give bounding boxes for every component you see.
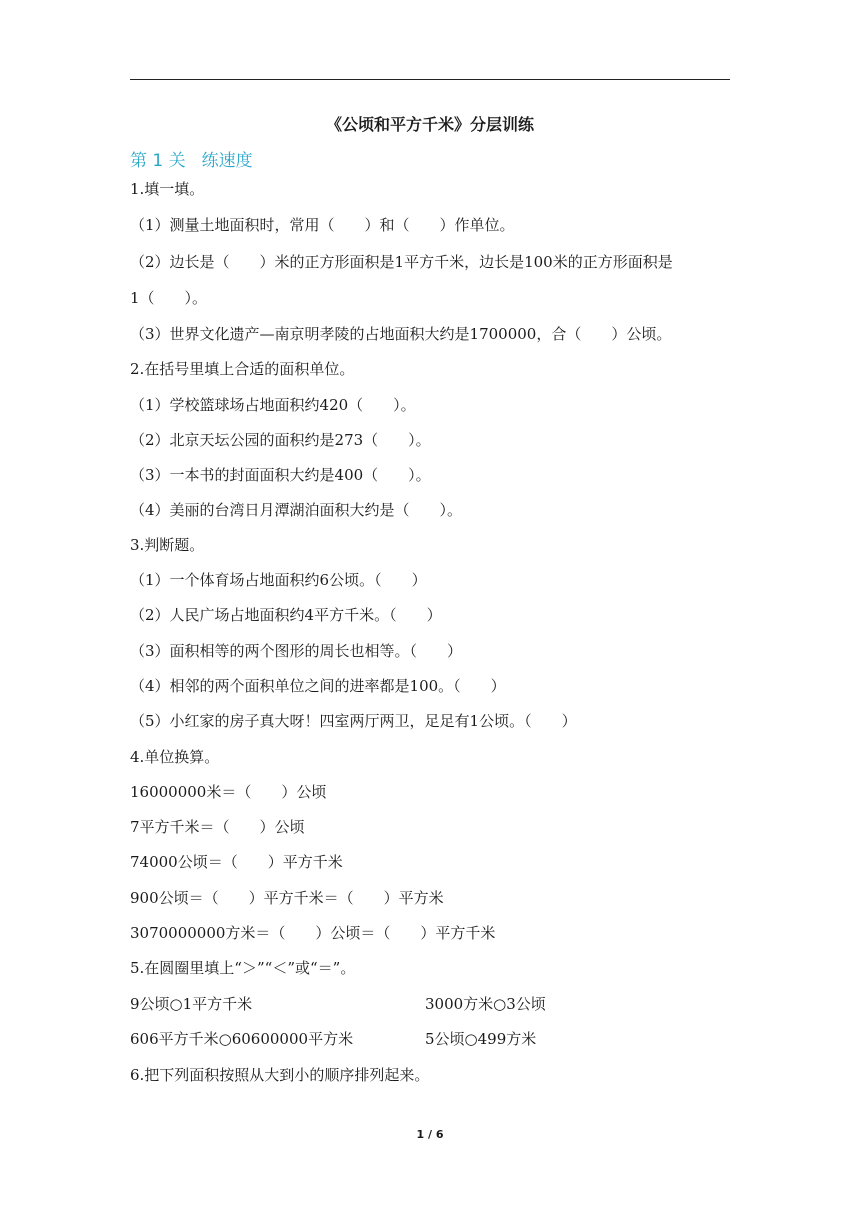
question-6-heading: 6.把下列面积按照从大到小的顺序排列起来。 [130,1066,430,1084]
question-3-item-1: （1）一个体育场占地面积约6公顷。（ ） [130,571,427,589]
question-4-heading: 4.单位换算。 [130,748,220,766]
question-3-heading: 3.判断题。 [130,536,205,554]
question-2-item-2: （2）北京天坛公园的面积约是273（ ）。 [130,431,431,449]
question-3-item-3: （3）面积相等的两个图形的周长也相等。（ ） [130,642,463,660]
question-5-item-1: 9公顷○1平方千米 [130,995,253,1013]
question-2-item-4: （4）美丽的台湾日月潭湖泊面积大约是（ ）。 [130,501,463,519]
question-4-item-2: 7平方千米＝（ ）公顷 [130,818,305,836]
header-rule [130,79,730,80]
question-3-item-5: （5）小红家的房子真大呀！四室两厅两卫，足足有1公顷。（ ） [130,712,577,730]
question-2-heading: 2.在括号里填上合适的面积单位。 [130,360,355,378]
question-4-item-1: 16000000米＝（ ）公顷 [130,783,327,801]
question-4-item-3: 74000公顷＝（ ）平方千米 [130,853,343,871]
question-2-item-3: （3）一本书的封面面积大约是400（ ）。 [130,466,431,484]
question-4-item-4: 900公顷＝（ ）平方千米＝（ ）平方米 [130,889,444,907]
question-5-item-4: 5公顷○499方米 [425,1030,537,1048]
page-number: 1 / 6 [416,1128,444,1141]
question-1-item-2-cont: 1（ ）。 [130,289,208,307]
question-1-item-2: （2）边长是（ ）米的正方形面积是1平方千米，边长是100米的正方形面积是 [130,253,673,271]
section-name: 练速度 [201,151,253,171]
question-1-item-1: （1）测量土地面积时，常用（ ）和（ ）作单位。 [130,216,515,234]
question-1-item-3: （3）世界文化遗产—南京明孝陵的占地面积大约是1700000，合（ ）公顷。 [130,325,672,343]
question-5-heading: 5.在圆圈里填上“＞”“＜”或“＝”。 [130,959,356,977]
question-3-item-2: （2）人民广场占地面积约4平方千米。（ ） [130,606,442,624]
page-title: 《公顷和平方千米》分层训练 [325,115,534,134]
question-5-item-2: 3000方米○3公顷 [425,995,546,1013]
question-4-item-5: 3070000000方米＝（ ）公顷＝（ ）平方千米 [130,924,496,942]
question-2-item-1: （1）学校篮球场占地面积约420（ ）。 [130,396,416,414]
section-heading [130,146,253,171]
question-3-item-4: （4）相邻的两个面积单位之间的进率都是100。（ ） [130,677,506,695]
question-5-item-3: 606平方千米○60600000平方米 [130,1030,354,1048]
question-1-heading: 1.填一填。 [130,180,205,198]
section-number: 第 1 关 [130,151,186,171]
